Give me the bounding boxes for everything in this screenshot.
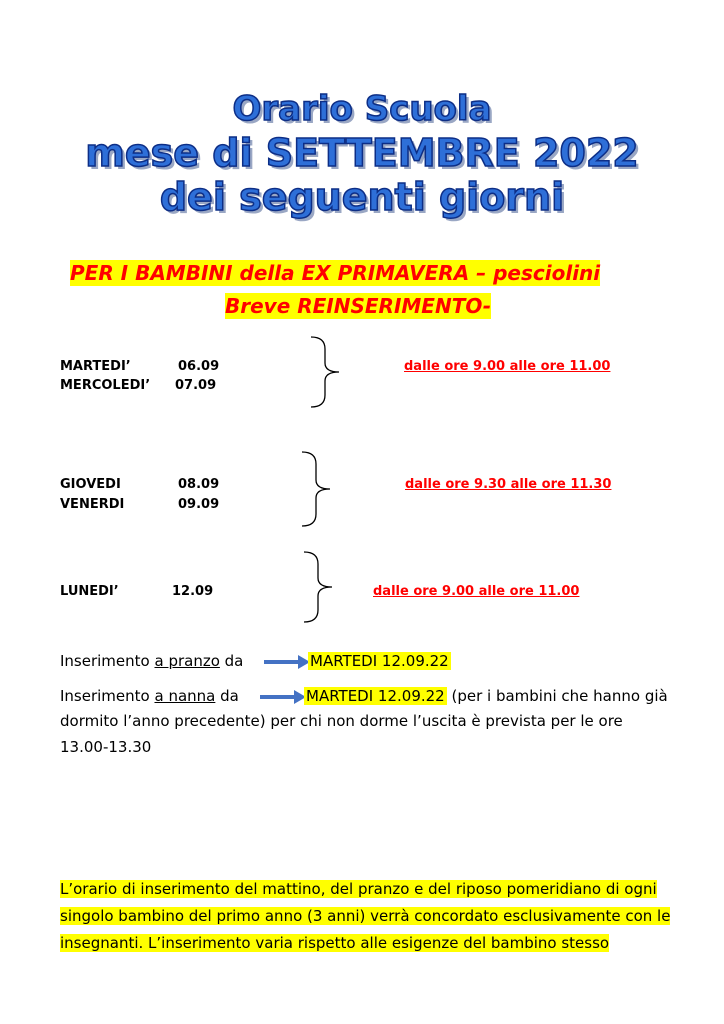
arrow-right-icon	[262, 653, 312, 671]
schedule-date: 08.09	[178, 477, 220, 492]
schedule-day: MERCOLEDI’	[60, 378, 151, 393]
time-range: dalle ore 9.00 alle ore 11.00	[404, 359, 611, 374]
nap-detail: dormito l’anno precedente) per chi non dorme l’uscita è prevista per le ore	[60, 712, 623, 730]
note-line-1: L’orario di inserimento del mattino, del pranzo e del riposo pomeridiano di ogni	[60, 880, 657, 898]
note-line-3: insegnanti. L’inserimento varia rispetto alle esigenze del bambino stesso	[60, 934, 610, 952]
subtitle-line-1: PER I BAMBINI della EX PRIMAVERA – pesciolini	[70, 261, 601, 285]
schedule-day: MARTEDI’	[60, 359, 131, 374]
title-line-3: dei seguenti giorni	[159, 175, 565, 219]
time-range: dalle ore 9.30 alle ore 11.30	[405, 477, 612, 492]
brace-icon	[298, 550, 338, 625]
time-range: dalle ore 9.00 alle ore 11.00	[373, 584, 580, 599]
subtitle-line-2: Breve REINSERIMENTO-	[225, 294, 492, 318]
nap-label: Inserimento a nanna da	[60, 687, 239, 705]
brace-icon	[305, 335, 345, 410]
schedule-day: GIOVEDI	[60, 477, 121, 492]
schedule-date: 07.09	[175, 378, 217, 393]
schedule-date: 06.09	[178, 359, 220, 374]
note-line-2: singolo bambino del primo anno (3 anni) verrà concordato esclusivamente con le	[60, 907, 671, 925]
schedule-date: 09.09	[178, 497, 220, 512]
schedule-date: 12.09	[172, 584, 214, 599]
nap-time: 13.00-13.30	[60, 738, 152, 756]
schedule-day: LUNEDI’	[60, 584, 119, 599]
title-line-2: mese di SETTEMBRE 2022	[85, 131, 639, 175]
title-line-1: Orario Scuola	[232, 89, 492, 129]
lunch-date: MARTEDI 12.09.22	[310, 652, 449, 670]
lunch-label: Inserimento a pranzo da	[60, 652, 244, 670]
nap-date-line: MARTEDI 12.09.22 (per i bambini che hanno già	[306, 687, 668, 705]
brace-icon	[296, 450, 336, 530]
arrow-right-icon	[258, 688, 308, 706]
schedule-day: VENERDI	[60, 497, 125, 512]
